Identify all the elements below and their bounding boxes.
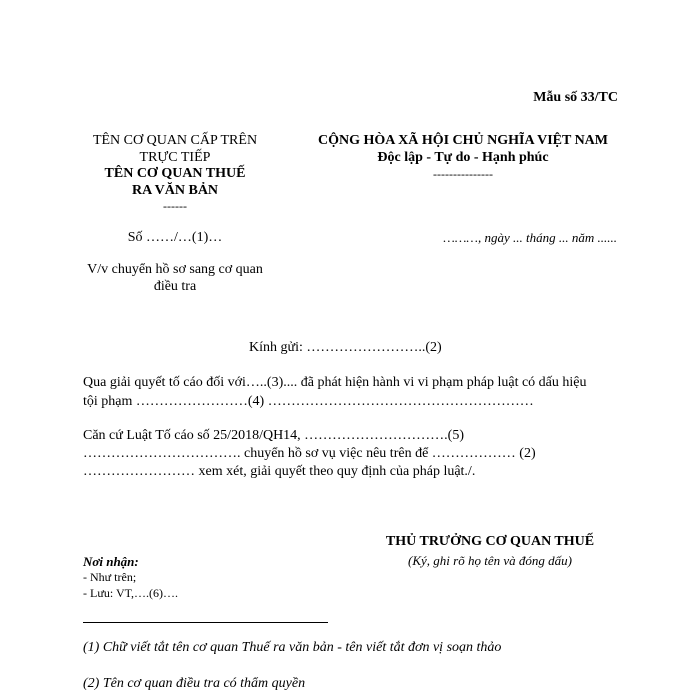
- country-name: CỘNG HÒA XÃ HỘI CHỦ NGHĨA VIỆT NAM: [317, 133, 608, 148]
- recipient-item-2: - Lưu: VT,….(6)….: [83, 586, 179, 600]
- paragraph2-line1: Căn cứ Luật Tố cáo số 25/2018/QH14, ………………………….(5): [83, 428, 465, 443]
- recipients-heading: Nơi nhận:: [83, 554, 139, 569]
- paragraph1-line1: Qua giải quyết tố cáo đối với…..(3).... đã phát hiện hành vi vi phạm pháp luật có dấu hiệu: [83, 375, 587, 390]
- national-motto: Độc lập - Tự do - Hạnh phúc: [377, 150, 549, 165]
- signature-title: THỦ TRƯỞNG CƠ QUAN THUẾ: [385, 534, 595, 549]
- recipient-line: Kính gửi: ……………………..(2): [249, 340, 442, 355]
- paragraph1-line2: tội phạm ……………………(4) …………………………………………………: [83, 394, 534, 409]
- subject-line2: điều tra: [153, 279, 197, 294]
- paragraph2-line3: …………………… xem xét, giải quyết theo quy định của pháp luật./.: [83, 464, 476, 479]
- footnote-1: (1) Chữ viết tắt tên cơ quan Thuế ra văn bản - tên viết tắt đơn vị soạn thảo: [83, 640, 502, 655]
- issuing-agency-line1: TÊN CƠ QUAN THUẾ: [104, 166, 246, 181]
- subject-line1: V/v chuyển hồ sơ sang cơ quan: [87, 262, 263, 277]
- footnote-2: (2) Tên cơ quan điều tra có thẩm quyền: [83, 676, 306, 691]
- document-number: Số ……/…(1)…: [127, 230, 223, 245]
- right-header-dash: ---------------: [433, 167, 493, 181]
- form-number: Mẫu số 33/TC: [533, 90, 618, 105]
- left-header-dash: ------: [163, 199, 187, 213]
- recipient-item-1: - Như trên;: [83, 570, 137, 584]
- superior-agency-line2: TRỰC TIẾP: [139, 150, 211, 165]
- superior-agency-line1: TÊN CƠ QUAN CẤP TRÊN: [92, 133, 258, 148]
- issuing-agency-line2: RA VĂN BẢN: [131, 183, 219, 198]
- footnote-separator: [83, 622, 328, 623]
- signature-note: (Ký, ghi rõ họ tên và đóng dấu): [408, 553, 572, 568]
- paragraph2-line2: ……………………………. chuyển hồ sơ vụ việc nêu trên để ……………… (2): [83, 446, 536, 461]
- date-line: ………, ngày ... tháng ... năm ......: [443, 230, 617, 245]
